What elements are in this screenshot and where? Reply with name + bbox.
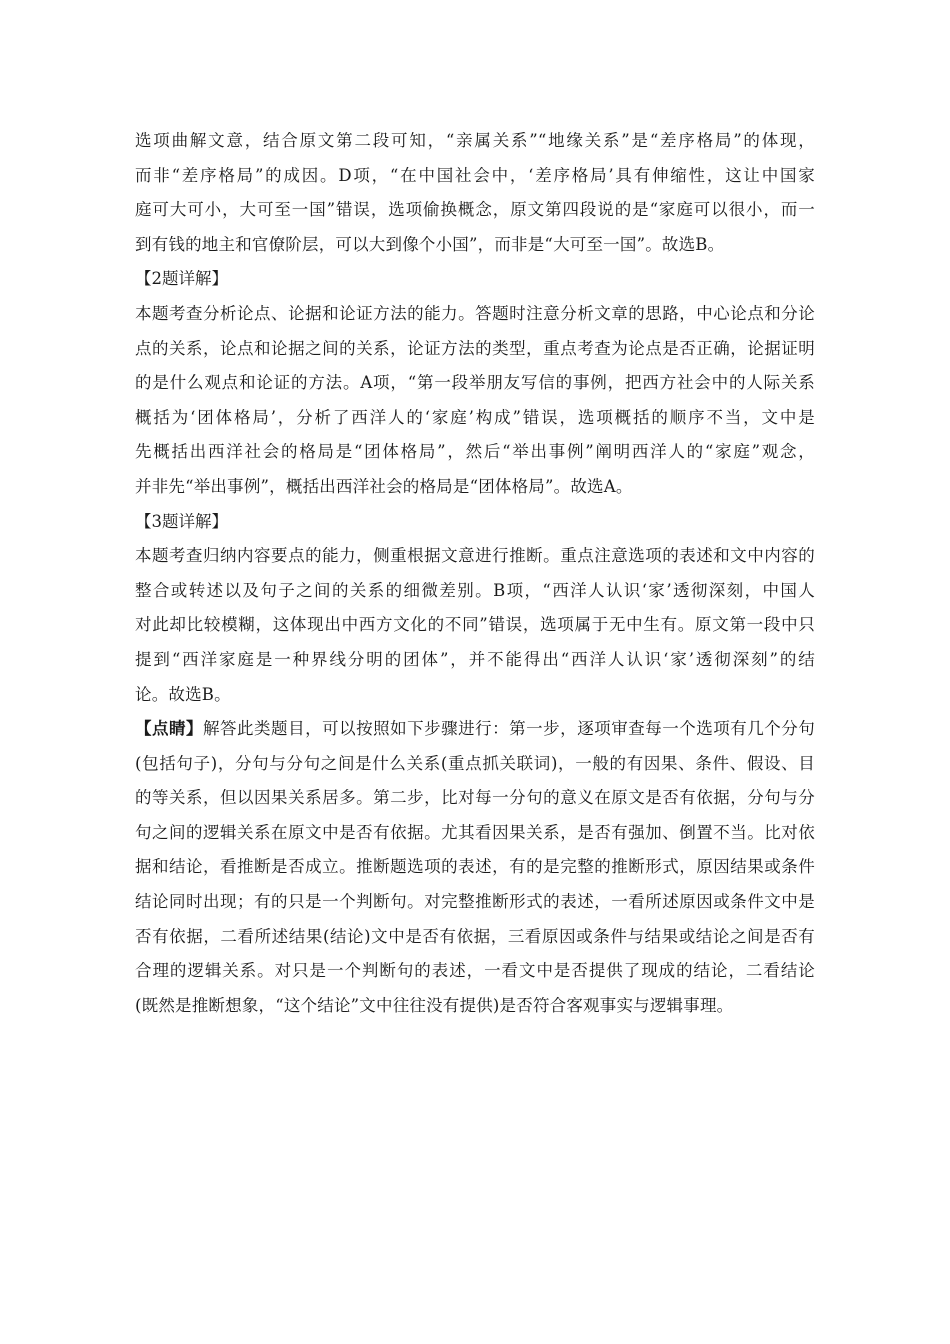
paragraph-line: 庭可大可小，大可至一国”错误，选项偷换概念，原文第四段说的是“家庭可以很小，而一 xyxy=(135,200,815,220)
paragraph-line: 句之间的逻辑关系在原文中是否有依据。尤其看因果关系，是否有强加、倒置不当。比对依 xyxy=(135,822,815,842)
paragraph-line: 的是什么观点和论证的方法。A项，“第一段举朋友写信的事例，把西方社会中的人际关系 xyxy=(135,373,815,393)
paragraph-line: (包括句子)，分句与分句之间是什么关系(重点抓关联词)，一般的有因果、条件、假设、目 xyxy=(135,753,815,773)
section-3-body xyxy=(135,539,815,712)
paragraph-line: 对此却比较模糊，这体现出中西方文化的不同”错误，选项属于无中生有。原文第一段中只 xyxy=(135,615,815,635)
paragraph-line: 本题考查分析论点、论据和论证方法的能力。答题时注意分析文章的思路，中心论点和分论 xyxy=(135,303,815,323)
paragraph-line: 点的关系，论点和论据之间的关系，论证方法的类型，重点考查为论点是否正确，论据证明 xyxy=(135,338,815,358)
section-2-body xyxy=(135,297,815,505)
paragraph-line: 否有依据，二看所述结果(结论)文中是否有依据，三看原因或条件与结果或结论之间是否有 xyxy=(135,926,815,946)
paragraph-line: 概括为‘团体格局’，分析了西洋人的‘家庭’构成”错误，选项概括的顺序不当，文中是 xyxy=(135,407,815,427)
paragraph-line: (既然是推断想象，“这个结论”文中往往没有提供)是否符合客观事实与逻辑事理。 xyxy=(135,995,734,1015)
document-page xyxy=(135,124,815,1023)
paragraph-line: 本题考查归纳内容要点的能力，侧重根据文意进行推断。重点注意选项的表述和文中内容的 xyxy=(135,546,815,566)
paragraph-line: 先概括出西洋社会的格局是“团体格局”，然后“举出事例”阐明西洋人的“家庭”观念， xyxy=(135,442,815,462)
paragraph-line: 并非先“举出事例”，概括出西洋社会的格局是“团体格局”。故选A。 xyxy=(135,476,633,496)
paragraph-line: 而非“差序格局”的成因。D项，“在中国社会中，‘差序格局’具有伸缩性，这让中国家 xyxy=(135,165,815,185)
paragraph-line: 合理的逻辑关系。对只是一个判断句的表述，一看文中是否提供了现成的结论，二看结论 xyxy=(135,961,815,981)
paragraph-line: 论。故选B。 xyxy=(135,684,231,704)
dianjing-first-text: 解答此类题目，可以按照如下步骤进行：第一步，逐项审查每一个选项有几个分句 xyxy=(203,719,815,739)
paragraph-line: 选项曲解文意，结合原文第二段可知，“亲属关系”“地缘关系”是“差序格局”的体现， xyxy=(135,131,815,150)
dianjing-tag: 【点睛】 xyxy=(135,719,204,739)
section-1-tail xyxy=(135,124,815,262)
paragraph-line: 整合或转述以及句子之间的关系的细微差别。B项，“西洋人认识‘家’透彻深刻，中国人 xyxy=(135,580,815,600)
paragraph-line: 到有钱的地主和官僚阶层，可以大到像个小国”，而非是“大可至一国”。故选B。 xyxy=(135,234,725,254)
paragraph-line: 的等关系，但以因果关系居多。第二步，比对每一分句的意义在原文是否有依据，分句与分 xyxy=(135,788,815,808)
section-heading-3: 【3题详解】 xyxy=(135,511,228,531)
paragraph-line: 提到“西洋家庭是一种界线分明的团体”，并不能得出“西洋人认识‘家’透彻深刻”的结 xyxy=(135,649,815,669)
section-heading-2: 【2题详解】 xyxy=(135,269,228,289)
paragraph-line: 结论同时出现；有的只是一个判断句。对完整推断形式的表述，一看所述原因或条件文中是 xyxy=(135,892,815,912)
paragraph-line xyxy=(135,712,815,747)
dianjing-section xyxy=(135,712,815,1023)
paragraph-line: 据和结论，看推断是否成立。推断题选项的表述，有的是完整的推断形式，原因结果或条件 xyxy=(135,857,815,877)
